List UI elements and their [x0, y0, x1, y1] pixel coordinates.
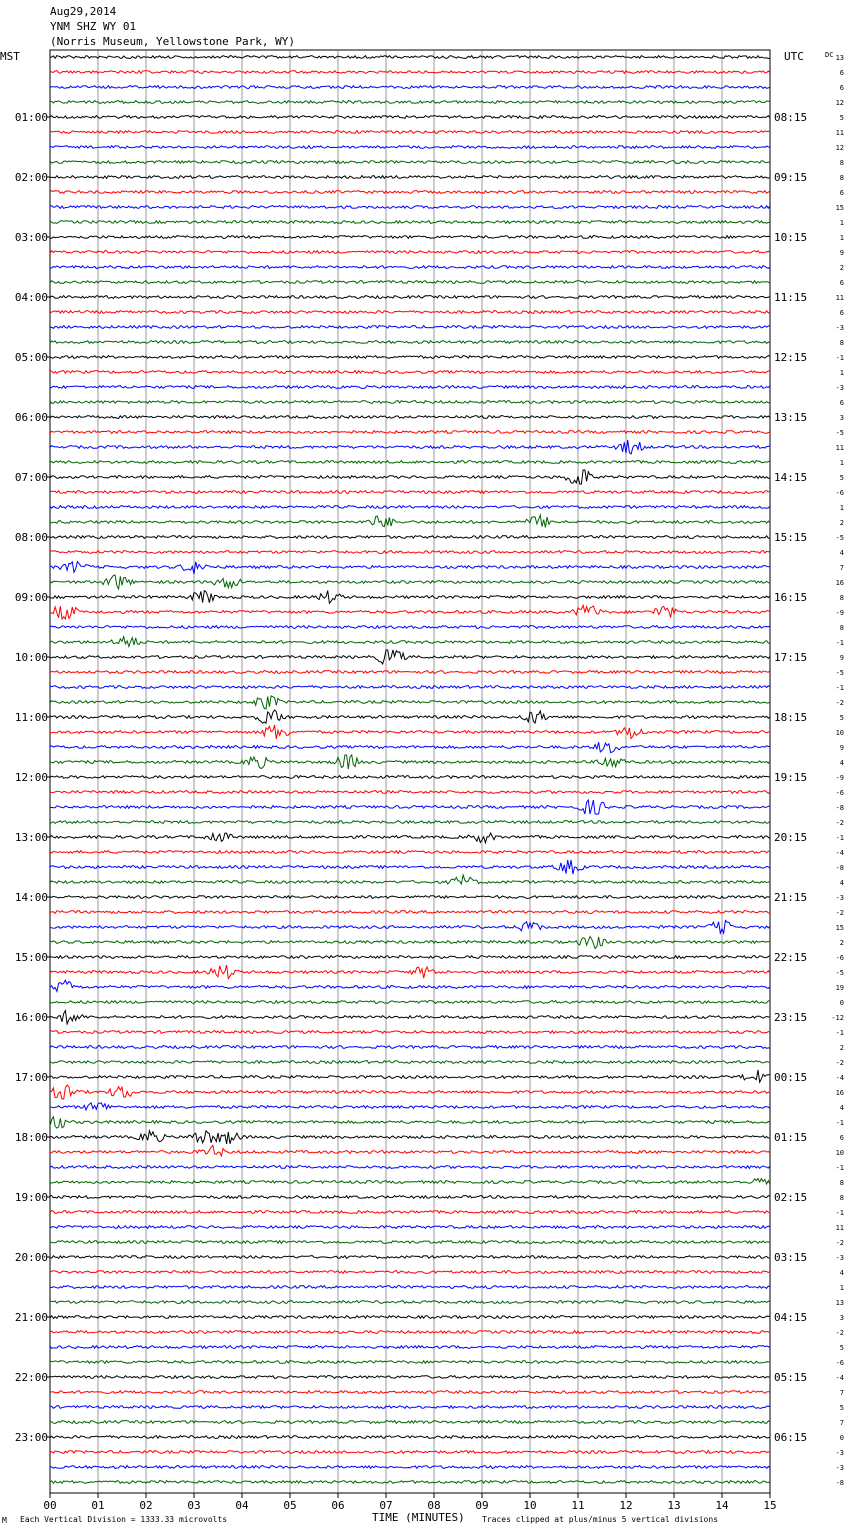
- x-tick-label: 12: [619, 1499, 633, 1512]
- utc-hour-label: 17:15: [774, 651, 808, 664]
- seismic-trace: [50, 725, 770, 739]
- dc-offset-value: -3: [835, 324, 844, 332]
- seismic-trace: [50, 401, 770, 404]
- seismic-trace: [50, 281, 770, 284]
- dc-offset-value: 11: [835, 444, 844, 452]
- dc-offset-value: 8: [839, 1179, 844, 1187]
- seismic-trace: [50, 1241, 770, 1244]
- dc-offset-value: 6: [839, 189, 844, 197]
- dc-offset-value: 5: [839, 714, 844, 722]
- dc-offset-value: -3: [835, 384, 844, 392]
- seismic-trace: [50, 1391, 770, 1394]
- dc-offset-value: 8: [839, 1194, 844, 1202]
- dc-offset-value: 9: [839, 654, 844, 662]
- dc-offset-value: -3: [835, 1254, 844, 1262]
- utc-hour-label: 19:15: [774, 771, 808, 784]
- dc-offset-value: -8: [835, 1479, 844, 1487]
- mst-hour-label: 11:00: [14, 711, 48, 724]
- seismic-trace: [50, 1196, 770, 1199]
- seismic-trace: [50, 1316, 770, 1319]
- seismic-trace: [50, 191, 770, 194]
- dc-offset-value: 6: [839, 279, 844, 287]
- seismic-trace: [50, 860, 770, 874]
- seismic-trace: [50, 896, 770, 899]
- seismic-trace: [50, 875, 770, 884]
- seismic-trace: [50, 591, 770, 604]
- dc-offset-value: 10: [835, 729, 844, 737]
- seismic-trace: [50, 1331, 770, 1334]
- seismic-trace: [50, 1421, 770, 1424]
- seismic-trace: [50, 326, 770, 329]
- dc-offset-value: -4: [835, 849, 844, 857]
- station-code: YNM SHZ WY 01: [50, 20, 137, 33]
- seismic-trace: [50, 356, 770, 359]
- seismic-trace: [50, 980, 770, 991]
- utc-hour-label: 14:15: [774, 471, 808, 484]
- seismic-trace: [50, 575, 770, 589]
- seismic-trace: [50, 1406, 770, 1409]
- utc-hour-label: 22:15: [774, 951, 808, 964]
- dc-offset-value: 16: [835, 1089, 844, 1097]
- utc-hour-label: 02:15: [774, 1191, 808, 1204]
- seismic-trace: [50, 266, 770, 269]
- seismic-trace: [50, 605, 770, 619]
- x-tick-label: 14: [715, 1499, 729, 1512]
- dc-offset-value: 2: [839, 1044, 844, 1052]
- dc-offset-value: 5: [839, 1344, 844, 1352]
- dc-offset-value: 1: [839, 459, 844, 467]
- dc-offset-value: 1: [839, 1284, 844, 1292]
- dc-offset-value: -1: [835, 684, 844, 692]
- dc-offset-value: 2: [839, 939, 844, 947]
- seismic-trace: [50, 371, 770, 374]
- seismic-trace: [50, 1031, 770, 1034]
- seismic-trace: [50, 800, 770, 814]
- mst-hour-label: 05:00: [14, 351, 48, 364]
- seismic-trace: [50, 131, 770, 134]
- mst-hour-label: 15:00: [14, 951, 48, 964]
- mst-hour-label: 13:00: [14, 831, 48, 844]
- dc-offset-value: 10: [835, 1149, 844, 1157]
- utc-hour-label: 05:15: [774, 1371, 808, 1384]
- mst-hour-label: 10:00: [14, 651, 48, 664]
- utc-hour-label: 21:15: [774, 891, 808, 904]
- dc-offset-value: 9: [839, 744, 844, 752]
- dc-offset-value: -1: [835, 1119, 844, 1127]
- seismic-trace: [50, 86, 770, 89]
- x-tick-label: 13: [667, 1499, 681, 1512]
- dc-offset-value: -3: [835, 894, 844, 902]
- utc-hour-label: 08:15: [774, 111, 808, 124]
- utc-hour-label: 01:15: [774, 1131, 808, 1144]
- dc-offset-value: -1: [835, 1164, 844, 1172]
- dc-offset-value: 4: [839, 879, 844, 887]
- seismic-trace: [50, 1046, 770, 1049]
- dc-offset-value: 3: [839, 1314, 844, 1322]
- dc-offset-value: 9: [839, 249, 844, 257]
- mst-hour-label: 19:00: [14, 1191, 48, 1204]
- dc-offset-value: 2: [839, 264, 844, 272]
- x-tick-label: 01: [91, 1499, 105, 1512]
- dc-offset-value: 6: [839, 309, 844, 317]
- dc-offset-value: 7: [839, 1389, 844, 1397]
- seismic-trace: [50, 101, 770, 104]
- seismic-trace: [50, 1256, 770, 1259]
- dc-offset-value: 0: [839, 1434, 844, 1442]
- mst-hour-label: 06:00: [14, 411, 48, 424]
- x-tick-label: 09: [475, 1499, 489, 1512]
- dc-offset-value: 7: [839, 564, 844, 572]
- plot-frame: [50, 50, 770, 1493]
- seismic-trace: [50, 637, 770, 647]
- seismic-trace: [50, 1117, 770, 1128]
- x-tick-label: 00: [43, 1499, 57, 1512]
- seismic-trace: [50, 251, 770, 254]
- mst-hour-label: 02:00: [14, 171, 48, 184]
- seismic-trace: [50, 1085, 770, 1099]
- seismic-trace: [50, 491, 770, 494]
- utc-hour-label: 13:15: [774, 411, 808, 424]
- seismic-trace: [50, 1011, 770, 1024]
- dc-offset-value: 8: [839, 159, 844, 167]
- seismic-trace: [50, 1301, 770, 1304]
- dc-offset-value: 11: [835, 129, 844, 137]
- dc-offset-value: -6: [835, 489, 844, 497]
- seismic-trace: [50, 626, 770, 629]
- seismic-trace: [50, 386, 770, 389]
- dc-offset-value: -1: [835, 834, 844, 842]
- seismic-trace: [50, 742, 770, 753]
- seismic-trace: [50, 1226, 770, 1229]
- seismic-trace: [50, 710, 770, 723]
- dc-offset-value: -6: [835, 1359, 844, 1367]
- dc-offset-value: 3: [839, 414, 844, 422]
- mst-label: MST: [0, 50, 20, 63]
- seismic-trace: [50, 1211, 770, 1214]
- seismic-trace: [50, 341, 770, 344]
- seismic-trace: [50, 965, 770, 979]
- dc-offset-value: -5: [835, 669, 844, 677]
- dc-offset-value: -8: [835, 804, 844, 812]
- x-tick-label: 05: [283, 1499, 297, 1512]
- seismic-trace: [50, 56, 770, 59]
- dc-offset-value: 13: [835, 1299, 844, 1307]
- seismic-trace: [50, 956, 770, 959]
- seismic-trace: [50, 791, 770, 794]
- seismic-trace: [50, 911, 770, 914]
- dc-offset-value: 1: [839, 234, 844, 242]
- seismic-trace: [50, 431, 770, 434]
- dc-offset-value: 6: [839, 84, 844, 92]
- dc-offset-value: 16: [835, 579, 844, 587]
- dc-offset-value: -1: [835, 1029, 844, 1037]
- seismic-trace: [50, 161, 770, 164]
- mst-hour-label: 16:00: [14, 1011, 48, 1024]
- dc-offset-value: 11: [835, 294, 844, 302]
- dc-offset-value: 4: [839, 1104, 844, 1112]
- mst-hour-label: 20:00: [14, 1251, 48, 1264]
- seismic-trace: [50, 937, 770, 949]
- dc-offset-value: -2: [835, 909, 844, 917]
- dc-offset-value: -2: [835, 819, 844, 827]
- seismic-trace: [50, 146, 770, 149]
- dc-offset-value: -9: [835, 774, 844, 782]
- seismic-trace: [50, 671, 770, 674]
- dc-offset-value: 4: [839, 1269, 844, 1277]
- dc-offset-value: -5: [835, 429, 844, 437]
- seismic-trace: [50, 1376, 770, 1379]
- seismic-trace: [50, 1166, 770, 1169]
- dc-offset-value: 7: [839, 1419, 844, 1427]
- seismic-trace: [50, 416, 770, 419]
- mst-hour-label: 07:00: [14, 471, 48, 484]
- x-tick-label: 04: [235, 1499, 249, 1512]
- dc-offset-value: -3: [835, 1464, 844, 1472]
- seismic-trace: [50, 470, 770, 484]
- x-tick-label: 11: [571, 1499, 585, 1512]
- utc-label: UTC: [784, 50, 804, 63]
- seismic-trace: [50, 755, 770, 769]
- utc-hour-label: 20:15: [774, 831, 808, 844]
- dc-offset-value: 19: [835, 984, 844, 992]
- mst-hour-label: 01:00: [14, 111, 48, 124]
- mst-hour-label: 03:00: [14, 231, 48, 244]
- seismic-trace: [50, 176, 770, 179]
- seismic-trace: [50, 221, 770, 224]
- utc-hour-label: 18:15: [774, 711, 808, 724]
- x-tick-label: 07: [379, 1499, 393, 1512]
- seismic-trace: [50, 1001, 770, 1004]
- dc-offset-value: 5: [839, 114, 844, 122]
- x-tick-label: 10: [523, 1499, 537, 1512]
- seismic-trace: [50, 1481, 770, 1484]
- x-tick-label: 06: [331, 1499, 345, 1512]
- dc-offset-value: -6: [835, 954, 844, 962]
- utc-hour-label: 04:15: [774, 1311, 808, 1324]
- mst-hour-label: 14:00: [14, 891, 48, 904]
- seismic-trace: [50, 1145, 770, 1156]
- seismic-trace: [50, 236, 770, 239]
- dc-offset-value: -9: [835, 609, 844, 617]
- dc-offset-value: 4: [839, 759, 844, 767]
- seismic-trace: [50, 696, 770, 709]
- corner-mark: M: [2, 1516, 7, 1525]
- utc-hour-label: 11:15: [774, 291, 808, 304]
- seismic-trace: [50, 1361, 770, 1364]
- utc-hour-label: 09:15: [774, 171, 808, 184]
- mst-hour-label: 08:00: [14, 531, 48, 544]
- dc-offset-value: -1: [835, 1209, 844, 1217]
- mst-hour-label: 23:00: [14, 1431, 48, 1444]
- dc-offset-value: 13: [835, 54, 844, 62]
- seismic-trace: [50, 1178, 770, 1184]
- seismic-trace: [50, 821, 770, 824]
- mst-hour-label: 12:00: [14, 771, 48, 784]
- seismic-trace: [50, 311, 770, 314]
- seismic-trace: [50, 1286, 770, 1289]
- x-tick-label: 03: [187, 1499, 201, 1512]
- seismic-trace: [50, 1466, 770, 1469]
- dc-offset-value: -5: [835, 969, 844, 977]
- utc-hour-label: 03:15: [774, 1251, 808, 1264]
- dc-offset-value: 8: [839, 339, 844, 347]
- dc-offset-value: -2: [835, 699, 844, 707]
- dc-offset-value: -8: [835, 864, 844, 872]
- plot-date: Aug29,2014: [50, 5, 117, 18]
- dc-offset-value: 5: [839, 474, 844, 482]
- dc-offset-value: 6: [839, 399, 844, 407]
- dc-offset-value: 8: [839, 174, 844, 182]
- dc-offset-value: 15: [835, 924, 844, 932]
- dc-offset-value: 12: [835, 144, 844, 152]
- dc-offset-value: -5: [835, 534, 844, 542]
- station-location: (Norris Museum, Yellowstone Park, WY): [50, 35, 296, 48]
- utc-hour-label: 15:15: [774, 531, 808, 544]
- seismic-trace: [50, 296, 770, 299]
- seismic-trace: [50, 71, 770, 74]
- mst-hour-label: 09:00: [14, 591, 48, 604]
- seismic-trace: [50, 206, 770, 209]
- dc-offset-value: -12: [831, 1014, 844, 1022]
- seismic-trace: [50, 461, 770, 464]
- dc-offset-value: 12: [835, 99, 844, 107]
- seismic-trace: [50, 506, 770, 509]
- seismic-trace: [50, 776, 770, 779]
- dc-offset-value: -4: [835, 1374, 844, 1382]
- utc-hour-label: 06:15: [774, 1431, 808, 1444]
- dc-offset-value: -1: [835, 354, 844, 362]
- seismic-trace: [50, 1070, 770, 1082]
- mst-hour-label: 17:00: [14, 1071, 48, 1084]
- utc-hour-label: 10:15: [774, 231, 808, 244]
- seismic-trace: [50, 551, 770, 554]
- seismic-trace: [50, 1346, 770, 1349]
- dc-label: DC: [825, 51, 834, 59]
- dc-offset-value: 1: [839, 504, 844, 512]
- seismic-trace: [50, 1436, 770, 1439]
- dc-offset-value: 0: [839, 999, 844, 1007]
- dc-offset-value: 8: [839, 624, 844, 632]
- dc-offset-value: -1: [835, 639, 844, 647]
- seismic-trace: [50, 536, 770, 539]
- seismic-trace: [50, 562, 770, 574]
- dc-offset-value: 8: [839, 594, 844, 602]
- mst-hour-label: 21:00: [14, 1311, 48, 1324]
- dc-offset-value: 1: [839, 219, 844, 227]
- seismic-trace: [50, 1131, 770, 1144]
- utc-hour-label: 16:15: [774, 591, 808, 604]
- mst-hour-label: 22:00: [14, 1371, 48, 1384]
- seismic-trace: [50, 921, 770, 934]
- x-tick-label: 08: [427, 1499, 441, 1512]
- dc-offset-value: 6: [839, 69, 844, 77]
- utc-hour-label: 12:15: [774, 351, 808, 364]
- mst-hour-label: 04:00: [14, 291, 48, 304]
- seismic-trace: [50, 851, 770, 854]
- dc-offset-value: 2: [839, 519, 844, 527]
- dc-offset-value: 15: [835, 204, 844, 212]
- dc-offset-value: -2: [835, 1329, 844, 1337]
- seismic-trace: [50, 515, 770, 528]
- utc-hour-label: 00:15: [774, 1071, 808, 1084]
- seismic-trace: [50, 440, 770, 454]
- dc-offset-value: 1: [839, 369, 844, 377]
- x-tick-label: 02: [139, 1499, 153, 1512]
- dc-offset-value: -2: [835, 1059, 844, 1067]
- seismic-trace: [50, 116, 770, 119]
- dc-offset-value: 5: [839, 1404, 844, 1412]
- dc-offset-value: 11: [835, 1224, 844, 1232]
- seismic-trace: [50, 1271, 770, 1274]
- mst-hour-label: 18:00: [14, 1131, 48, 1144]
- dc-offset-value: -6: [835, 789, 844, 797]
- dc-offset-value: -4: [835, 1074, 844, 1082]
- dc-offset-value: -2: [835, 1239, 844, 1247]
- seismic-trace: [50, 833, 770, 843]
- x-tick-label: 15: [763, 1499, 777, 1512]
- dc-offset-value: 4: [839, 549, 844, 557]
- seismic-trace: [50, 686, 770, 689]
- seismic-trace: [50, 1103, 770, 1110]
- x-axis-title: TIME (MINUTES): [372, 1511, 465, 1524]
- dc-offset-value: 6: [839, 1134, 844, 1142]
- dc-offset-value: -3: [835, 1449, 844, 1457]
- scale-note: Each Vertical Division = 1333.33 microvolts: [20, 1515, 228, 1524]
- seismic-trace: [50, 1061, 770, 1064]
- utc-hour-label: 23:15: [774, 1011, 808, 1024]
- clip-note: Traces clipped at plus/minus 5 vertical divisions: [482, 1515, 719, 1524]
- seismic-trace: [50, 1451, 770, 1454]
- seismic-trace: [50, 650, 770, 664]
